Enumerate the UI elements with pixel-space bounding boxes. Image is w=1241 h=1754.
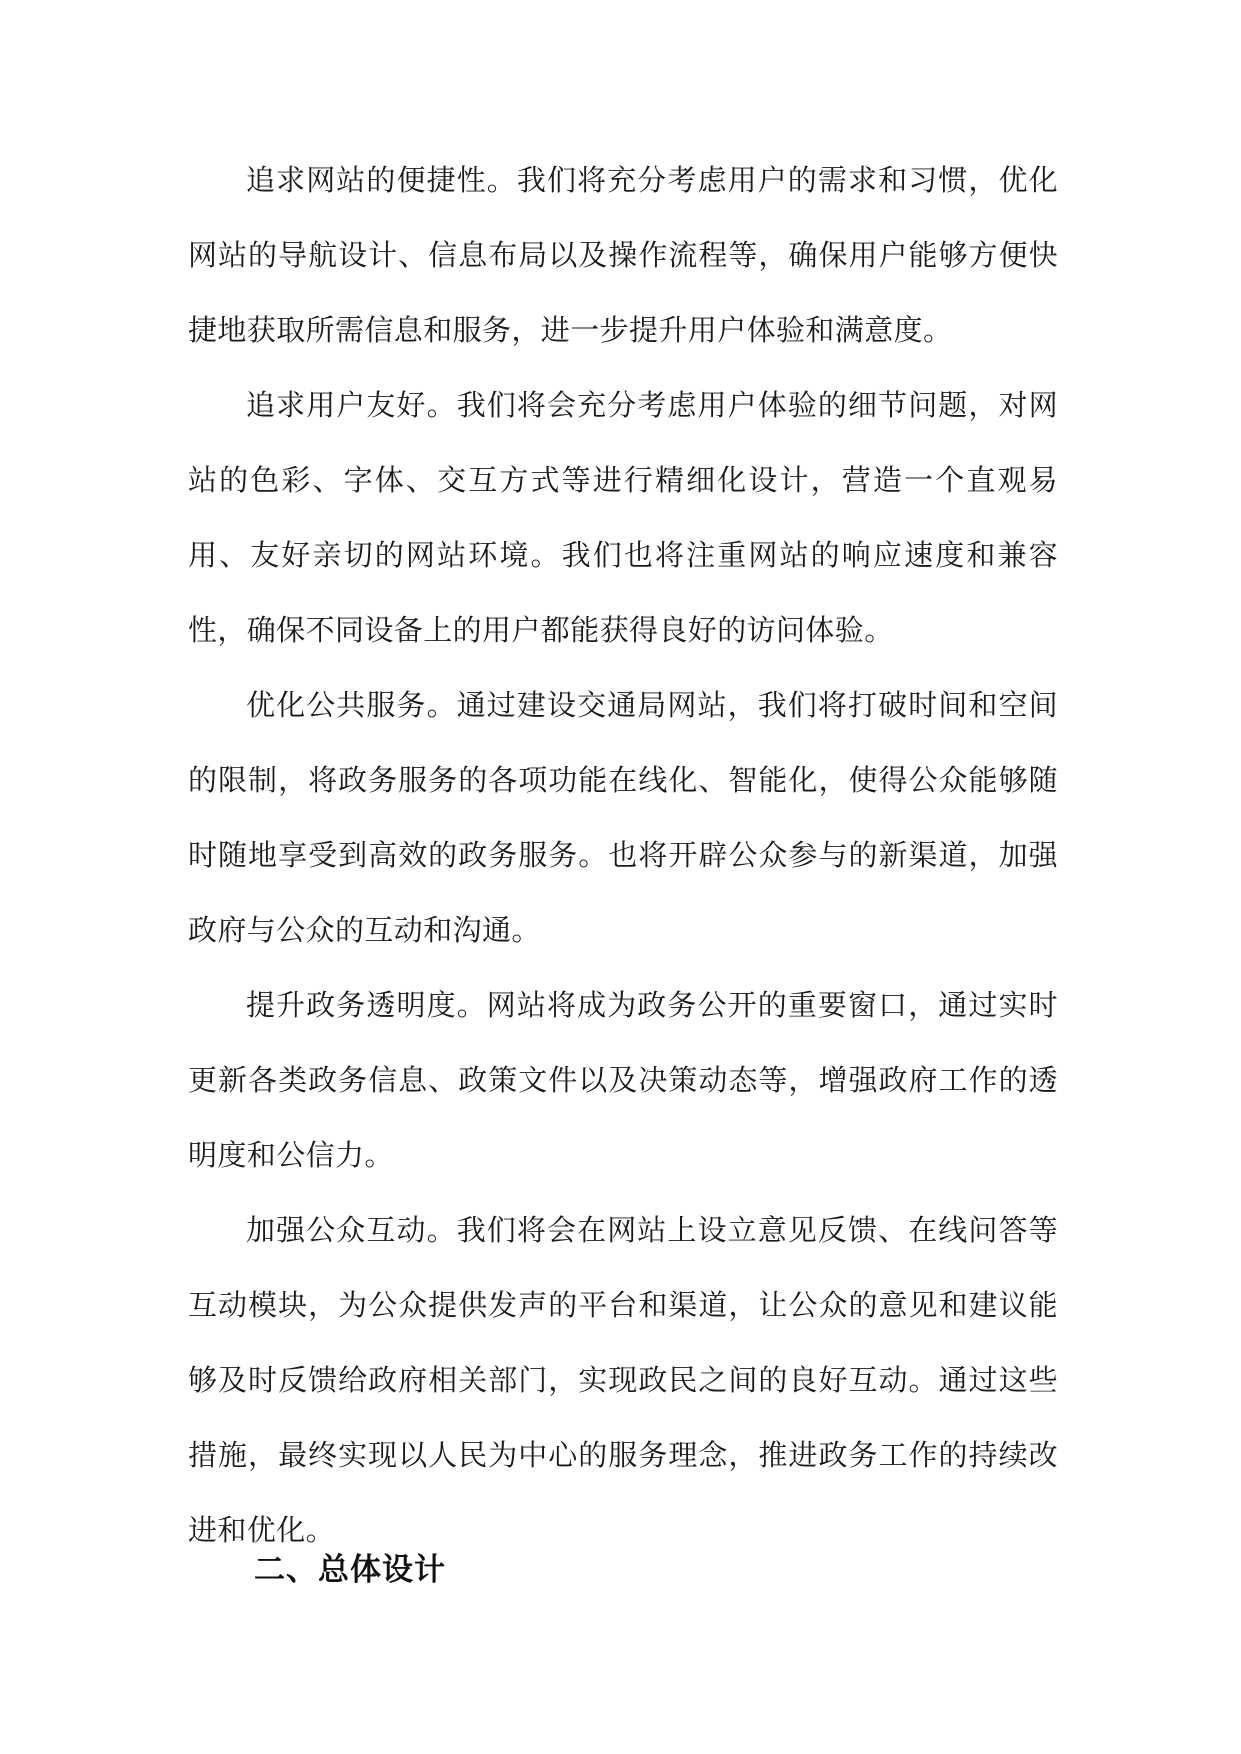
paragraph-public-interaction: 加强公众互动。我们将会在网站上设立意见反馈、在线问答等互动模块，为公众提供发声的平台和渠道，让公众的意见和建议能够及时反馈给政府相关部门，实现政民之间的良好互动。通过这些措施，最终实现以人民为中心的服务理念，推进政务工作的持续改进和优化。: [188, 1213, 1058, 1547]
paragraph-convenience: 追求网站的便捷性。我们将充分考虑用户的需求和习惯，优化网站的导航设计、信息布局以及操作流程等，确保用户能够方便快捷地获取所需信息和服务，进一步提升用户体验和满意度。: [188, 163, 1058, 347]
paragraph-transparency: 提升政务透明度。网站将成为政务公开的重要窗口，通过实时更新各类政务信息、政策文件以及决策动态等，增强政府工作的透明度和公信力。: [188, 988, 1058, 1172]
body-text: [188, 143, 1058, 1568]
paragraph-public-service: 优化公共服务。通过建设交通局网站，我们将打破时间和空间的限制，将政务服务的各项功能在线化、智能化，使得公众能够随时随地享受到高效的政务服务。也将开辟公众参与的新渠道，加强政府与公众的互动和沟通。: [188, 688, 1058, 947]
paragraph-user-friendly: 追求用户友好。我们将会充分考虑用户体验的细节问题，对网站的色彩、字体、交互方式等进行精细化设计，营造一个直观易用、友好亲切的网站环境。我们也将注重网站的响应速度和兼容性，确保不同设备上的用户都能获得良好的访问体验。: [188, 388, 1058, 647]
section-heading: 二、总体设计: [254, 1552, 446, 1588]
